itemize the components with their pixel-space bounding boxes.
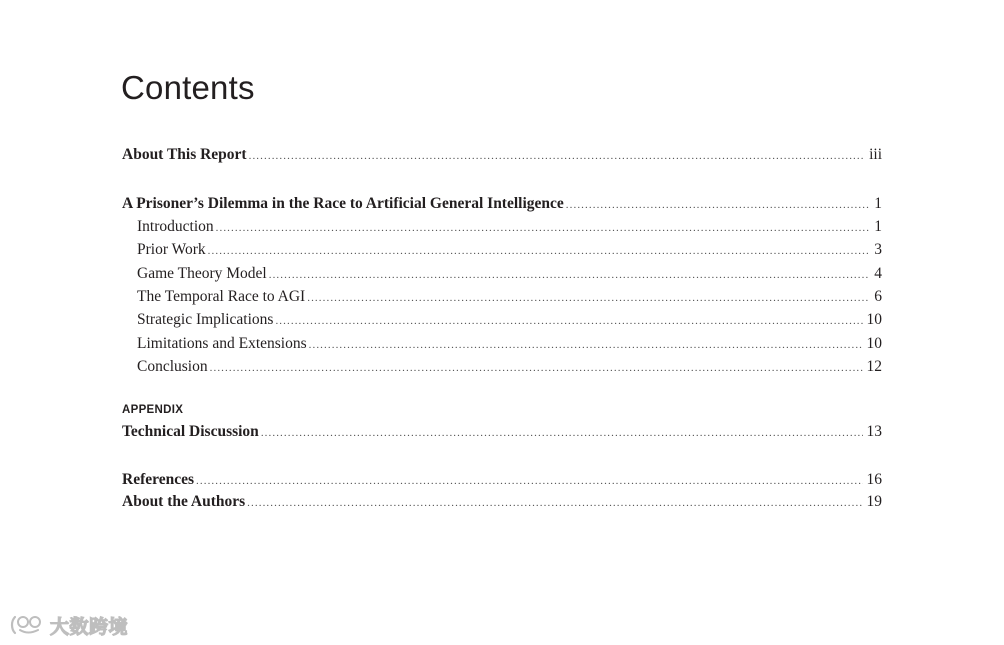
- toc-entry-label: Game Theory Model: [137, 265, 267, 282]
- dot-leader: [210, 357, 863, 379]
- watermark: [8, 612, 128, 638]
- toc-page-number: 12: [866, 358, 882, 375]
- toc-entry-game-theory-model[interactable]: [122, 263, 882, 285]
- toc-entry-technical-discussion[interactable]: [122, 421, 882, 443]
- dot-leader: [208, 240, 871, 262]
- dot-leader: [249, 145, 865, 167]
- toc-entry-label: About This Report: [122, 146, 247, 163]
- watermark-text: 大数跨境: [50, 615, 129, 638]
- toc-entry-introduction[interactable]: [122, 216, 882, 238]
- toc-entry-label: Technical Discussion: [122, 423, 259, 440]
- toc-page-number: 16: [866, 471, 882, 488]
- toc-entry-references[interactable]: [122, 469, 882, 491]
- toc-entry-about-this-report[interactable]: [122, 144, 882, 166]
- toc-entry-label: A Prisoner’s Dilemma in the Race to Artificial General Intelligence: [122, 195, 564, 212]
- dot-leader: [247, 492, 862, 514]
- toc-entry-limitations[interactable]: [122, 333, 882, 355]
- dot-leader: [216, 217, 871, 239]
- toc-page-number: 19: [866, 493, 882, 510]
- dot-leader: [196, 470, 862, 492]
- dot-leader: [261, 422, 863, 444]
- toc-entry-label: Introduction: [137, 218, 214, 235]
- toc-entry-about-the-authors[interactable]: [122, 491, 882, 513]
- toc-entry-temporal-race[interactable]: [122, 286, 882, 308]
- table-of-contents: [122, 0, 882, 645]
- watermark-logo-icon: [8, 613, 48, 637]
- dot-leader: [275, 310, 862, 332]
- toc-entry-label: About the Authors: [122, 493, 246, 510]
- toc-entry-conclusion[interactable]: [122, 356, 882, 378]
- toc-entry-label: Limitations and Extensions: [137, 335, 307, 352]
- toc-entry-label: Conclusion: [137, 358, 208, 375]
- toc-entry-prior-work[interactable]: [122, 239, 882, 261]
- dot-leader: [309, 334, 863, 356]
- toc-page-number: iii: [869, 146, 882, 163]
- toc-page-number: 4: [874, 265, 882, 282]
- page-title: Contents: [121, 69, 255, 106]
- toc-page-number: 10: [866, 335, 882, 352]
- toc-page-number: 1: [874, 218, 882, 235]
- toc-page-number: 1: [874, 195, 882, 212]
- dot-leader: [307, 287, 870, 309]
- dot-leader: [269, 264, 871, 286]
- toc-entry-label: Prior Work: [137, 241, 206, 258]
- toc-entry-label: The Temporal Race to AGI: [137, 288, 306, 305]
- toc-entry-label: Strategic Implications: [137, 311, 274, 328]
- toc-page-number: 3: [874, 241, 882, 258]
- toc-entry-label: References: [122, 471, 195, 488]
- toc-page-number: 10: [866, 311, 882, 328]
- appendix-heading: APPENDIX: [122, 404, 184, 416]
- toc-page-number: 13: [866, 423, 882, 440]
- toc-page-number: 6: [874, 288, 882, 305]
- dot-leader: [566, 194, 870, 216]
- toc-entry-strategic-implications[interactable]: [122, 309, 882, 331]
- toc-entry-main-chapter[interactable]: [122, 193, 882, 215]
